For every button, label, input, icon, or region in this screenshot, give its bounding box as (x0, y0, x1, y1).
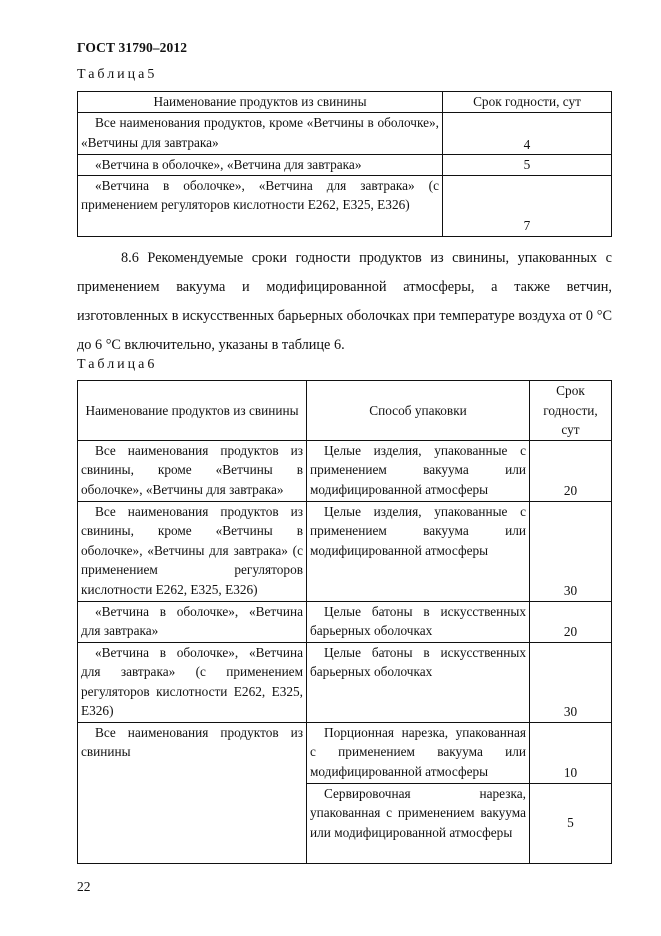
page-number: 22 (77, 879, 91, 894)
table5-caption: Таблица5 (77, 67, 158, 82)
table6-cell-name: Все наименования продуктов из свинины (78, 722, 307, 863)
table5-cell-name: «Ветчина в оболочке», «Ветчина для завтрака» (с применением регуляторов кислотности Е262, Е325, Е326) (78, 175, 443, 236)
table6-cell-method: Целые изделия, упакованные с применением вакуума или модифицированной атмосферы (307, 501, 530, 601)
table6-cell-method: Целые изделия, упакованные с применением вакуума или модифицированной атмосферы (307, 440, 530, 501)
table-row (78, 722, 612, 783)
table6-cell-method: Целые батоны в искусственных барьерных оболочках (307, 642, 530, 722)
table6-cell-days: 30 (530, 642, 612, 722)
document-code: ГОСТ 31790–2012 (77, 40, 188, 55)
table6-cell-name: Все наименования продуктов из свинины, кроме «Ветчины в оболочке», «Ветчины для завтрака» (с применением регуляторов кислотности Е262, Е325, Е326) (78, 501, 307, 601)
table6 (77, 380, 612, 864)
table-row (78, 155, 612, 176)
table-row (78, 113, 612, 155)
table6-cell-method: Целые батоны в искусственных барьерных оболочках (307, 601, 530, 642)
table5-col-days-header: Срок годности, сут (443, 92, 612, 113)
table6-col-days-header: Срок годности, сут (530, 381, 612, 441)
table6-cell-method: Сервировочная нарезка, упакованная с применением вакуума или модифицированной атмосферы (307, 783, 530, 863)
table5-col-name-header: Наименование продуктов из свинины (78, 92, 443, 113)
table6-cell-days: 30 (530, 501, 612, 601)
table6-cell-days: 5 (530, 783, 612, 863)
table5-cell-name: «Ветчина в оболочке», «Ветчина для завтрака» (78, 155, 443, 176)
section-8-6-paragraph: 8.6 Рекомендуемые сроки годности продуктов из свинины, упакованных с применением вакуума и модифицированной атмосферы, а также ветчин, изготовленных в искусственных барьерных оболочках при температуре воздуха от 0 °С до 6 °С включительно, указаны в таблице 6. (77, 250, 612, 353)
table5-cell-days: 4 (443, 113, 612, 155)
table5-header-row (78, 92, 612, 113)
table6-cell-method: Порционная нарезка, упакованная с применением вакуума или модифицированной атмосферы (307, 722, 530, 783)
table6-cell-name: Все наименования продуктов из свинины, кроме «Ветчины в оболочке», «Ветчины для завтрака» (78, 440, 307, 501)
table-row (78, 601, 612, 642)
table6-cell-name: «Ветчина в оболочке», «Ветчина для завтрака» (78, 601, 307, 642)
table5 (77, 91, 612, 237)
table6-col-method-header: Способ упаковки (307, 381, 530, 441)
table5-cell-days: 5 (443, 155, 612, 176)
table6-cell-name: «Ветчина в оболочке», «Ветчина для завтрака» (с применением регуляторов кислотности Е262, Е325, Е326) (78, 642, 307, 722)
table6-caption: Таблица6 (77, 357, 158, 372)
table6-cell-days: 20 (530, 601, 612, 642)
table-row (78, 175, 612, 236)
table6-cell-days: 20 (530, 440, 612, 501)
table6-header-row (78, 381, 612, 441)
table5-cell-days: 7 (443, 175, 612, 236)
table6-col-name-header: Наименование продуктов из свинины (78, 381, 307, 441)
table-row (78, 501, 612, 601)
table6-cell-days: 10 (530, 722, 612, 783)
table5-cell-name: Все наименования продуктов, кроме «Ветчины в оболочке», «Ветчины для завтрака» (78, 113, 443, 155)
table-row (78, 440, 612, 501)
table-row (78, 642, 612, 722)
